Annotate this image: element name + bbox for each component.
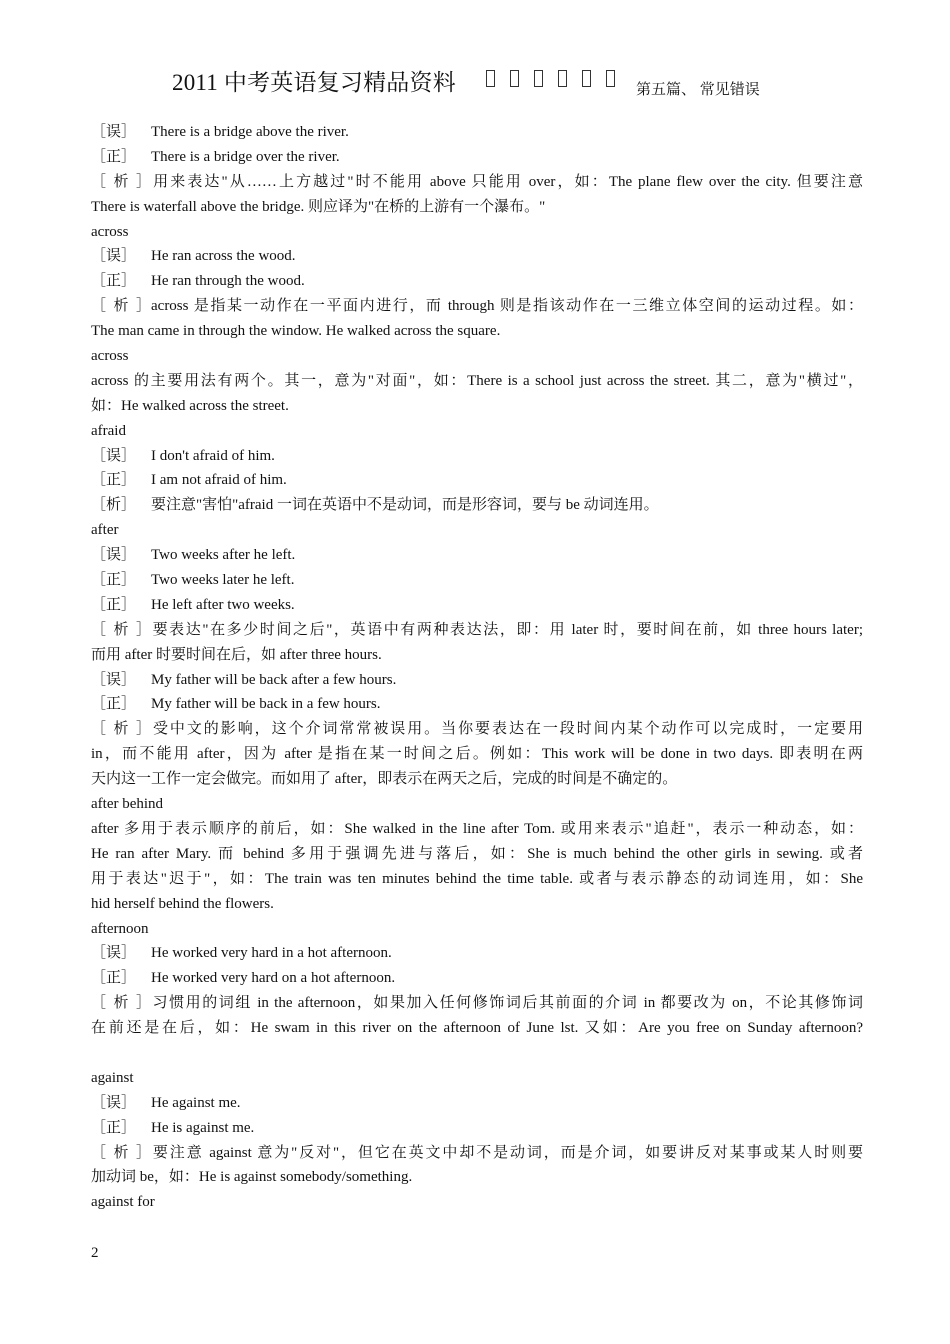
text-line bbox=[91, 767, 863, 792]
line-text: There is a bridge above the river. bbox=[151, 124, 349, 140]
text-line bbox=[91, 867, 863, 892]
line-text: He against me. bbox=[151, 1094, 241, 1111]
line-text: 要注意"害怕"afraid 一词在英语中不是动词，而是形容词，要与 be 动词连用。 bbox=[151, 497, 659, 514]
missing-glyph-box bbox=[558, 70, 567, 87]
text-line bbox=[91, 1141, 863, 1166]
text-line bbox=[91, 394, 863, 419]
text-line bbox=[91, 643, 863, 668]
document-title: 2011 中考英语复习精品资料 bbox=[172, 70, 456, 95]
line-text: There is waterfall above the bridge. 则应译为"在桥的上游有一个瀑布。" bbox=[91, 198, 546, 215]
text-line bbox=[91, 941, 863, 966]
line-text: I am not afraid of him. bbox=[151, 472, 287, 489]
line-tag: ［析］ bbox=[91, 298, 151, 315]
text-line bbox=[91, 220, 863, 245]
section-label: 第五篇、 常见错误 bbox=[636, 82, 760, 98]
line-tag: ［正］ bbox=[91, 148, 137, 165]
text-line bbox=[91, 1190, 863, 1215]
text-line bbox=[91, 917, 863, 942]
line-text: 而用 after 时要时间在后，如 after three hours. bbox=[91, 646, 382, 663]
line-text: I don't afraid of him. bbox=[151, 447, 275, 464]
text-line bbox=[91, 369, 863, 394]
text-line bbox=[91, 618, 863, 643]
line-text: 要表达"在多少时间之后"，英语中有两种表达法，即：用 later 时，要时间在前，如 three hours later; bbox=[151, 621, 863, 638]
text-line bbox=[91, 493, 863, 518]
text-line bbox=[91, 444, 863, 469]
text-line bbox=[91, 269, 863, 294]
line-tag: ［误］ bbox=[91, 124, 137, 140]
line-text: across 是指某一动作在一平面内进行，而 through 则是指该动作在一三维立体空间的运动过程。如： bbox=[151, 298, 863, 315]
line-tag: ［误］ bbox=[91, 671, 137, 688]
text-line bbox=[91, 892, 863, 917]
text-line bbox=[91, 568, 863, 593]
line-tag: ［误］ bbox=[91, 447, 137, 464]
text-line bbox=[91, 518, 863, 543]
line-text: He worked very hard on a hot afternoon. bbox=[151, 970, 396, 987]
line-tag: ［正］ bbox=[91, 273, 137, 290]
line-text: 习惯用的词组 in the afternoon，如果加入任何修饰词后其前面的介词 in 都要改为 on，不论其修饰词 bbox=[151, 995, 863, 1012]
text-line bbox=[91, 842, 863, 867]
line-text: 在前还是在后，如：He swam in this river on the afternoon of June lst. 又如：Are you free on Sunday afternoon? bbox=[91, 1020, 863, 1037]
line-text: 要注意 against 意为"反对"，但它在英文中却不是动词，而是介词，如要讲反对某事或某人时则要 bbox=[151, 1144, 863, 1161]
line-tag: ［析］ bbox=[91, 497, 137, 514]
missing-glyph-box bbox=[606, 70, 615, 87]
line-tag: ［正］ bbox=[91, 1119, 137, 1136]
line-text: across 的主要用法有两个。其一，意为"对面"，如：There is a school just across the street. 其二，意为"横过"， bbox=[91, 372, 863, 389]
missing-glyph-box bbox=[534, 70, 543, 87]
blank-line bbox=[91, 1041, 863, 1066]
line-text: afraid bbox=[91, 422, 126, 439]
line-text: after 多用于表示顺序的前后，如：She walked in the line after Tom. 或用来表示"追赶"，表示一种动态，如： bbox=[91, 820, 863, 837]
line-text: 受中文的影响，这个介词常常被误用。当你要表达在一段时间内某个动作可以完成时，一定要用 bbox=[151, 721, 863, 738]
text-line bbox=[91, 294, 863, 319]
line-text: He ran across the wood. bbox=[151, 248, 296, 265]
line-tag: ［析］ bbox=[91, 621, 151, 638]
line-tag: ［误］ bbox=[91, 248, 137, 265]
line-text: Two weeks after he left. bbox=[151, 547, 296, 564]
line-text: against bbox=[91, 1069, 134, 1086]
line-text: The man came in through the window. He walked across the square. bbox=[91, 323, 501, 340]
line-text: He left after two weeks. bbox=[151, 596, 295, 613]
line-text: He is against me. bbox=[151, 1119, 255, 1136]
line-tag: ［析］ bbox=[91, 995, 151, 1012]
text-line bbox=[91, 717, 863, 742]
line-text: against for bbox=[91, 1194, 155, 1211]
text-line bbox=[91, 966, 863, 991]
line-tag: ［正］ bbox=[91, 572, 137, 589]
document-body bbox=[91, 120, 863, 1215]
line-text: He ran after Mary. 而 behind 多用于强调先进与落后，如：She is much behind the other girls in sewing. 或者 bbox=[91, 845, 863, 862]
line-text: after bbox=[91, 522, 119, 539]
line-text: across bbox=[91, 348, 129, 365]
line-tag: ［正］ bbox=[91, 596, 137, 613]
line-tag: ［析］ bbox=[91, 1144, 151, 1161]
text-line bbox=[91, 1165, 863, 1190]
line-tag: ［析］ bbox=[91, 721, 151, 738]
line-text: He ran through the wood. bbox=[151, 273, 305, 290]
line-tag: ［误］ bbox=[91, 547, 137, 564]
line-text: He worked very hard in a hot afternoon. bbox=[151, 945, 392, 962]
line-text: 加动词 be，如：He is against somebody/something. bbox=[91, 1169, 413, 1186]
line-text: in，而不能用 after，因为 after 是指在某一时间之后。例如：This work will be done in two days. 即表明在两 bbox=[91, 746, 863, 763]
text-line bbox=[91, 1016, 863, 1041]
text-line bbox=[91, 419, 863, 444]
missing-glyph-box bbox=[582, 70, 591, 87]
missing-glyph-box bbox=[510, 70, 519, 87]
line-text: hid herself behind the flowers. bbox=[91, 895, 274, 912]
text-line bbox=[91, 668, 863, 693]
line-tag: ［析］ bbox=[91, 173, 151, 190]
text-line bbox=[91, 817, 863, 842]
line-tag: ［误］ bbox=[91, 1094, 137, 1111]
text-line bbox=[91, 195, 863, 220]
line-text: after behind bbox=[91, 796, 164, 813]
line-tag: ［正］ bbox=[91, 696, 137, 713]
text-line bbox=[91, 170, 863, 195]
missing-glyph-box bbox=[486, 70, 495, 87]
text-line bbox=[91, 468, 863, 493]
line-text: Two weeks later he left. bbox=[151, 572, 295, 589]
line-text: across bbox=[91, 223, 129, 240]
text-line bbox=[91, 692, 863, 717]
text-line bbox=[91, 792, 863, 817]
text-line bbox=[91, 319, 863, 344]
line-tag: ［误］ bbox=[91, 945, 137, 962]
text-line bbox=[91, 244, 863, 269]
line-text: 天内这一工作一定会做完。而如用了 after，即表示在两天之后，完成的时间是不确定的。 bbox=[91, 771, 678, 788]
line-text: 如：He walked across the street. bbox=[91, 397, 289, 414]
line-text: There is a bridge over the river. bbox=[151, 148, 340, 165]
page-number: 2 bbox=[91, 1245, 99, 1261]
placeholder-glyphs bbox=[486, 70, 615, 87]
line-text: My father will be back in a few hours. bbox=[151, 696, 381, 713]
text-line bbox=[91, 145, 863, 170]
text-line bbox=[91, 543, 863, 568]
line-text: My father will be back after a few hours. bbox=[151, 671, 397, 688]
text-line bbox=[91, 1091, 863, 1116]
text-line bbox=[91, 344, 863, 369]
line-text: afternoon bbox=[91, 920, 149, 937]
text-line bbox=[91, 1116, 863, 1141]
line-tag: ［正］ bbox=[91, 970, 137, 987]
text-line bbox=[91, 742, 863, 767]
line-text: 用来表达"从……上方越过"时不能用 above 只能用 over，如：The plane flew over the city. 但要注意 bbox=[151, 173, 863, 190]
text-line bbox=[91, 991, 863, 1016]
line-tag: ［正］ bbox=[91, 472, 137, 489]
text-line bbox=[91, 1066, 863, 1091]
text-line bbox=[91, 120, 863, 145]
page-header bbox=[0, 62, 950, 102]
text-line bbox=[91, 593, 863, 618]
line-text: 用于表达"迟于"，如：The train was ten minutes behind the time table. 或者与表示静态的动词连用，如：She bbox=[91, 870, 863, 887]
